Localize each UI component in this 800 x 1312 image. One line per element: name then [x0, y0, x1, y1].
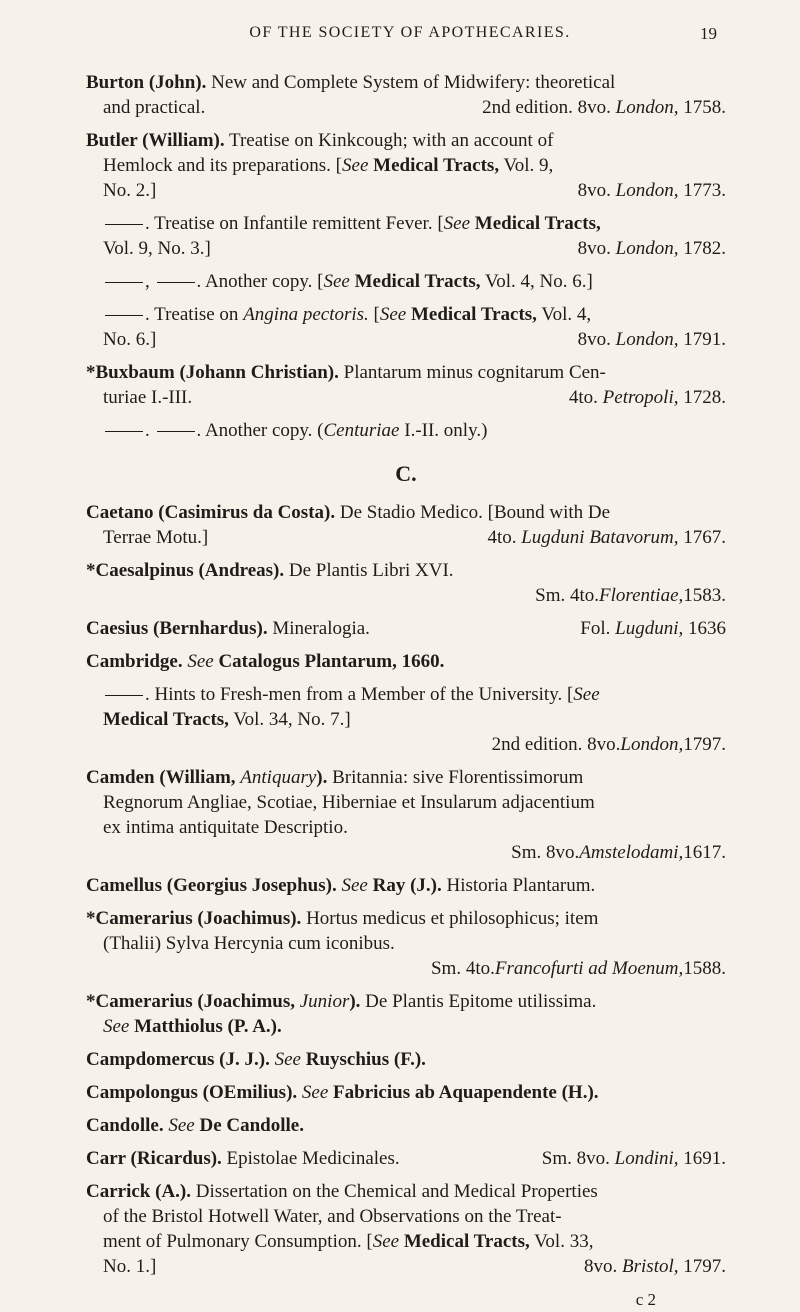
- ditto-dash: [105, 282, 143, 283]
- entry-format: 4to.: [568, 387, 603, 408]
- catalogue-entry: [86, 360, 726, 410]
- entry-author: Candolle.: [86, 1115, 164, 1136]
- see-ref: See: [379, 304, 407, 325]
- entry-title-cont: of the Bristol Hotwell Water, and Observations on the Treat-: [103, 1206, 562, 1227]
- volume-ref: Vol. 4,: [536, 304, 592, 325]
- catalogue-entry: [86, 70, 726, 120]
- entry-title: De Plantis Epitome utilissima.: [365, 991, 597, 1012]
- catalogue-entry: [86, 1047, 726, 1072]
- catalogue-entry: [86, 128, 726, 203]
- see-ref: See: [342, 155, 369, 176]
- entry-place: London,: [615, 180, 679, 201]
- catalogue-entry: [86, 302, 726, 352]
- bracket-open: [: [368, 304, 380, 325]
- entry-title-cont: Hemlock and its preparations. [: [103, 155, 343, 176]
- entry-format: 8vo.: [577, 238, 616, 259]
- see-ref: See: [168, 1115, 195, 1136]
- entry-year: 1773.: [678, 180, 726, 201]
- entry-place: Lugduni,: [615, 618, 684, 639]
- entry-title: . Treatise on Infantile remittent Fever. [: [145, 213, 444, 234]
- tracts-ref: Medical Tracts,: [399, 1231, 530, 1252]
- entry-title: Historia Plantarum.: [446, 875, 596, 896]
- catalogue-entry: . . Another copy. (Centuriae I.-II. only.): [86, 418, 726, 443]
- entry-year: 1636: [683, 618, 726, 639]
- entry-title: De Plantis Libri XVI.: [288, 560, 454, 581]
- running-head: OF THE SOCIETY OF APOTHECARIES.: [249, 24, 571, 41]
- cross-ref: Matthiolus (P. A.).: [134, 1016, 282, 1037]
- entry-format: 8vo.: [577, 180, 616, 201]
- entry-author: Burton (John).: [86, 72, 207, 93]
- entry-year: 1691.: [678, 1148, 726, 1169]
- catalogue-entry: [86, 1080, 726, 1105]
- tracts-ref: Medical Tracts,: [406, 304, 537, 325]
- entry-format: Sm. 4to.: [430, 958, 495, 979]
- entry-author-role: Antiquary: [240, 767, 317, 788]
- number-ref: No. 1.]: [103, 1256, 157, 1277]
- volume-ref: Vol. 33,: [529, 1231, 594, 1252]
- entry-year: 1797.: [678, 1256, 726, 1277]
- number-ref: No. 6.]: [103, 329, 157, 350]
- see-ref: See: [103, 1016, 130, 1037]
- entry-title: Epistolae Medicinales.: [226, 1148, 400, 1169]
- see-ref: See: [323, 271, 350, 292]
- entry-format: 4to.: [487, 527, 522, 548]
- catalogue-entry: [86, 616, 726, 641]
- catalogue-entry: [86, 765, 726, 865]
- signature-mark: c 2: [635, 1290, 656, 1309]
- entry-note: I.-II. only.): [399, 420, 488, 441]
- entry-title-cont: turiae I.-III.: [103, 387, 193, 408]
- cross-ref: Fabricius ab Aquapendente (H.).: [333, 1082, 599, 1103]
- see-ref: See: [443, 213, 471, 234]
- entry-author: *Camerarius (Joachimus,: [86, 991, 295, 1012]
- entry-title: Treatise on Kinkcough; with an account of: [229, 130, 554, 151]
- entry-title-italic: Angina pectoris.: [243, 304, 369, 325]
- catalogue-entry: [86, 682, 726, 757]
- see-ref: See: [274, 1049, 301, 1070]
- ditto-dash: [105, 431, 143, 432]
- catalogue-body: [86, 70, 726, 1312]
- volume-ref: Vol. 34, No. 7.]: [228, 709, 351, 730]
- entry-title-cont: ex intima antiquitate Descriptio.: [103, 817, 348, 838]
- entry-author: Caesius (Bernhardus).: [86, 618, 268, 639]
- entry-year: 1797.: [683, 734, 726, 755]
- entry-place: Florentiae,: [599, 585, 684, 606]
- entry-title: . Treatise on: [145, 304, 244, 325]
- entry-year: 1782.: [678, 238, 726, 259]
- entry-year: 1728.: [678, 387, 726, 408]
- entry-title: Dissertation on the Chemical and Medical Properties: [195, 1181, 598, 1202]
- entry-title: Mineralogia.: [272, 618, 370, 639]
- see-ref: See: [341, 875, 368, 896]
- catalogue-entry: [86, 558, 726, 608]
- entry-title: . Another copy. (: [196, 420, 324, 441]
- entry-title: Britannia: sive Florentissimorum: [332, 767, 584, 788]
- entry-format: Sm. 8vo.: [541, 1148, 615, 1169]
- entry-title: Hortus medicus et philosophicus; item: [306, 908, 599, 929]
- entry-title-cont: (Thalii) Sylva Hercynia cum iconibus.: [103, 933, 395, 954]
- entry-author: Camellus (Georgius Josephus).: [86, 875, 337, 896]
- entry-place: Francofurti ad Moenum,: [494, 958, 684, 979]
- entry-place: Lugduni Batavorum,: [521, 527, 679, 548]
- tracts-ref: Medical Tracts,: [368, 155, 500, 176]
- entry-year: 1758.: [678, 97, 726, 118]
- entry-format: Sm. 4to.: [535, 585, 599, 606]
- catalogue-entry: , . Another copy. [See Medical Tracts, Vol. 4, No. 6.]: [86, 269, 726, 294]
- cross-ref: Ruyschius (F.).: [305, 1049, 426, 1070]
- volume-ref: Vol. 9,: [499, 155, 554, 176]
- page-number: 19: [700, 24, 717, 43]
- entry-year: 1791.: [678, 329, 726, 350]
- entry-author: Campdomercus (J. J.).: [86, 1049, 270, 1070]
- ditto-dash: [105, 315, 143, 316]
- entry-title-italic: Centuriae: [323, 420, 400, 441]
- entry-title-cont: ment of Pulmonary Consumption. [: [103, 1231, 373, 1252]
- catalogue-entry: [86, 906, 726, 981]
- entry-place: Amstelodami,: [579, 842, 684, 863]
- ditto-dash: [105, 224, 143, 225]
- see-ref: See: [187, 651, 214, 672]
- entry-author: Camden (William,: [86, 767, 236, 788]
- number-ref: No. 2.]: [103, 180, 157, 201]
- ditto-dash: [105, 695, 143, 696]
- entry-author-end: ).: [316, 767, 328, 788]
- catalogue-entry: [86, 989, 726, 1039]
- entry-title-cont: Regnorum Angliae, Scotiae, Hiberniae et Insularum adjacentium: [103, 792, 595, 813]
- entry-format: 8vo.: [584, 1256, 623, 1277]
- catalogue-entry: [86, 873, 726, 898]
- catalogue-entry: [86, 1146, 726, 1171]
- entry-format: 8vo.: [577, 329, 616, 350]
- entry-title: Plantarum minus cognitarum Cen-: [343, 362, 606, 383]
- cross-ref: De Candolle.: [199, 1115, 304, 1136]
- catalogue-entry: [86, 1179, 726, 1279]
- catalogue-entry: [86, 211, 726, 261]
- entry-place: Bristol,: [622, 1256, 679, 1277]
- ditto-dash: [157, 282, 195, 283]
- tracts-ref: Medical Tracts,: [470, 213, 601, 234]
- see-ref: See: [573, 684, 600, 705]
- entry-title: New and Complete System of Midwifery: theoretical: [211, 72, 616, 93]
- entry-author: Butler (William).: [86, 130, 225, 151]
- entry-author: *Camerarius (Joachimus).: [86, 908, 302, 929]
- entry-title-cont: and practical.: [103, 97, 206, 118]
- entry-place: Petropoli,: [602, 387, 679, 408]
- entry-author: *Buxbaum (Johann Christian).: [86, 362, 339, 383]
- see-ref: See: [301, 1082, 329, 1103]
- entry-title: . Another copy. [: [196, 271, 324, 292]
- entry-place: Londini,: [614, 1148, 679, 1169]
- entry-title-cont: Terrae Motu.]: [103, 527, 209, 548]
- entry-format: Sm. 8vo.: [511, 842, 580, 863]
- tracts-ref: Medical Tracts,: [349, 271, 481, 292]
- entry-place: London,: [615, 329, 679, 350]
- cross-ref: Ray (J.).: [372, 875, 442, 896]
- entry-edition: 2nd edition. 8vo.: [482, 97, 616, 118]
- tracts-ref: Medical Tracts,: [103, 709, 229, 730]
- entry-place: London,: [615, 238, 679, 259]
- catalogue-entry: [86, 1113, 726, 1138]
- ditto-dash: [157, 431, 195, 432]
- volume-ref: Vol. 9, No. 3.]: [103, 238, 211, 259]
- catalogue-entry: [86, 500, 726, 550]
- entry-author: Carrick (A.).: [86, 1181, 191, 1202]
- entry-format: Fol.: [580, 618, 616, 639]
- entry-title: . Hints to Fresh-men from a Member of the University. [: [145, 684, 574, 705]
- section-letter: C.: [395, 461, 417, 486]
- entry-year: 1583.: [683, 585, 726, 606]
- see-ref: See: [372, 1231, 400, 1252]
- entry-author: Cambridge.: [86, 651, 183, 672]
- entry-author-role: Junior: [299, 991, 350, 1012]
- entry-place: London,: [615, 97, 679, 118]
- entry-author: Carr (Ricardus).: [86, 1148, 222, 1169]
- entry-edition: 2nd edition. 8vo.: [491, 734, 621, 755]
- cross-ref: Catalogus Plantarum, 1660.: [218, 651, 445, 672]
- entry-year: 1617.: [683, 842, 726, 863]
- entry-author: *Caesalpinus (Andreas).: [86, 560, 285, 581]
- entry-year: 1588.: [683, 958, 726, 979]
- entry-author-end: ).: [349, 991, 361, 1012]
- catalogue-entry: [86, 649, 726, 674]
- entry-author: Caetano (Casimirus da Costa).: [86, 502, 336, 523]
- entry-place: London,: [620, 734, 684, 755]
- entry-title: De Stadio Medico. [Bound with De: [339, 502, 611, 523]
- entry-author: Campolongus (OEmilius).: [86, 1082, 298, 1103]
- volume-ref: Vol. 4, No. 6.]: [480, 271, 593, 292]
- entry-year: 1767.: [678, 527, 726, 548]
- page-header: [0, 24, 800, 64]
